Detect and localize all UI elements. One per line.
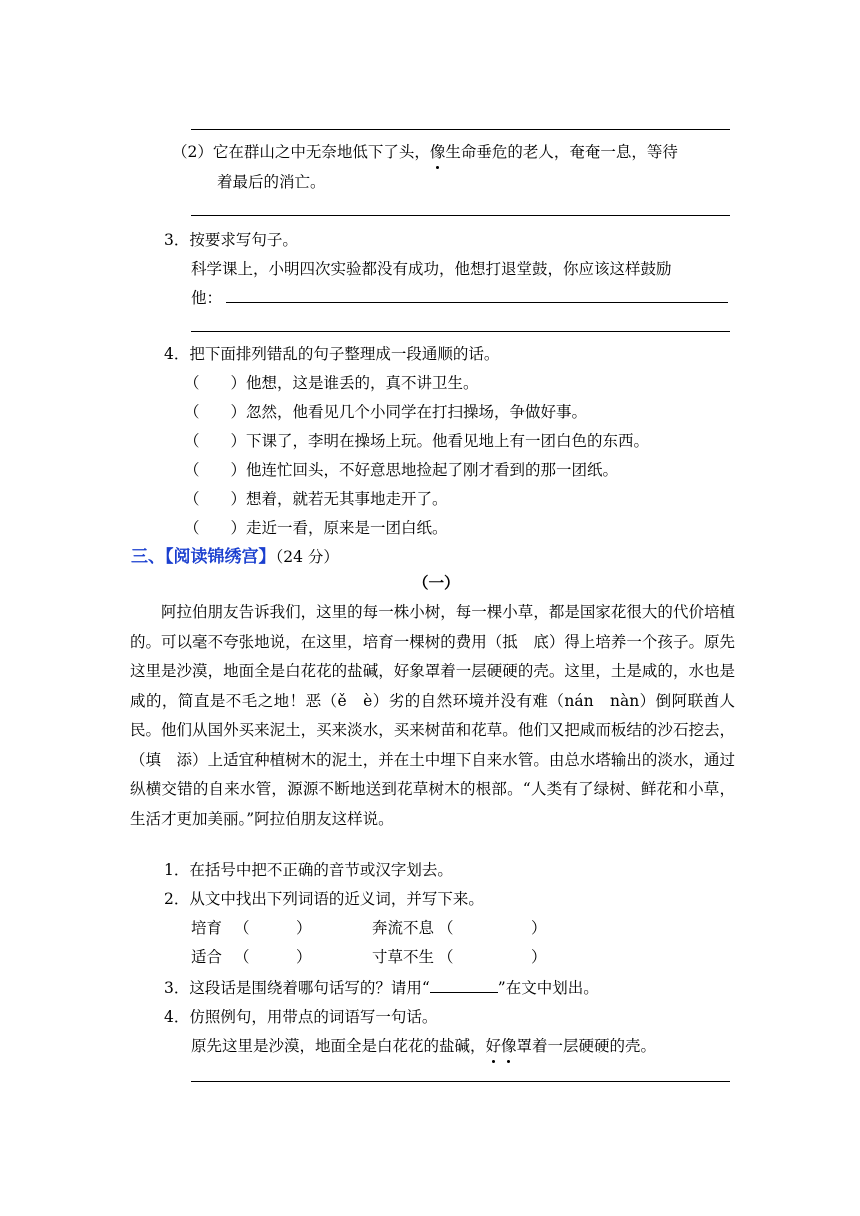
passage-number: （一） [413,573,460,592]
order-item: （ ）他连忙回头，不好意思地捡起了刚才看到的那一团纸。 [184,461,619,479]
order-item: （ ）想着，就若无其事地走开了。 [184,490,448,508]
section-title: 三、【阅读锦绣宫】 [131,547,276,567]
order-item: （ ）下课了，李明在操场上玩。他看见地上有一团白色的东西。 [184,432,650,450]
question-3-title: 3．按要求写句子。 [164,231,298,249]
synonym-word: 寸草不生 [372,948,435,966]
answer-line[interactable] [191,331,730,332]
item-text: （2）它在群山之中无奈地低下了头， [172,143,430,161]
answer-line[interactable] [191,1081,730,1082]
synonym-word: 奔流不息 [372,919,435,937]
answer-line [191,129,730,130]
synonym-bracket[interactable]: （ ） [234,919,312,937]
example-text: 原先这里是沙漠，地面全是白花花的盐碱， [191,1037,486,1055]
order-item: （ ）他想，这是谁丢的，真不讲卫生。 [184,374,479,392]
question-4-title: 4．把下面排列错乱的句子整理成一段通顺的话。 [164,345,500,363]
synonym-bracket[interactable]: （ ） [438,919,547,937]
section-score: （24 分） [275,548,339,566]
passage-text: 阿拉伯朋友告诉我们，这里的每一株小树，每一棵小草，都是国家花很大的代价培植的。可以毫不夸张地说，在这里，培育一棵树的费用（抵 底）得上培养一个孩子。原先这里是沙漠，地面全是白花花的盐碱，好象罩着一层硬硬的壳。这里，土是咸的，水也是咸的，简直是不毛之地！恶（ě è）劣的自然环境并没有难（nán nàn）倒阿联酋人民。他们从国外买来泥土，买来淡水，买来树苗和花草。他们又把咸而板结的沙石挖去，（填 添）上适宜种植树木的泥土，并在土中埋下自来水管。由总水塔输出的淡水，通过纵横交错的自来水管，源源不断地送到花草树木的根部。“人类有了绿树、鲜花和小草，生活才更加美丽。”阿拉伯朋友这样说。 [130,603,735,828]
question-text: 3．这段话是围绕着哪句话写的？请用“ [164,979,430,997]
underline-sample [430,980,498,993]
section-heading [131,542,339,567]
synonym-bracket[interactable]: （ ） [234,948,312,966]
example-sentence [191,1034,656,1056]
reading-passage [130,598,735,834]
question-3-body: 科学课上，小明四次实验都没有成功，他想打退堂鼓，你应该这样鼓励 [191,260,672,278]
item-text: 生命垂危的老人，奄奄一息，等待 [445,143,678,161]
reading-question-4: 4．仿照例句，用带点的词语写一句话。 [164,1008,438,1026]
question-text: ”在文中划出。 [497,979,599,997]
answer-line[interactable] [226,302,728,303]
dotted-char: 像 [430,140,446,162]
example-text: 罩着一层硬硬的壳。 [516,1037,657,1055]
order-item: （ ）走近一看，原来是一团白纸。 [184,519,448,537]
question-3-lead: 他： [191,289,223,307]
answer-line [191,215,730,216]
synonym-bracket[interactable]: （ ） [438,948,547,966]
reading-question-1: 1．在括号中把不正确的音节或汉字划去。 [164,861,453,879]
reading-question-3 [164,976,599,998]
dotted-char: 好 [486,1034,502,1056]
synonym-word: 适合 [191,948,223,966]
question-item-2 [172,140,678,162]
order-item: （ ）忽然，他看见几个小同学在打扫操场，争做好事。 [184,403,588,421]
reading-question-2: 2．从文中找出下列词语的近义词，并写下来。 [164,890,484,908]
question-item-2-line2: 着最后的消亡。 [217,173,326,191]
dotted-char: 像 [501,1034,517,1056]
synonym-word: 培育 [191,919,223,937]
